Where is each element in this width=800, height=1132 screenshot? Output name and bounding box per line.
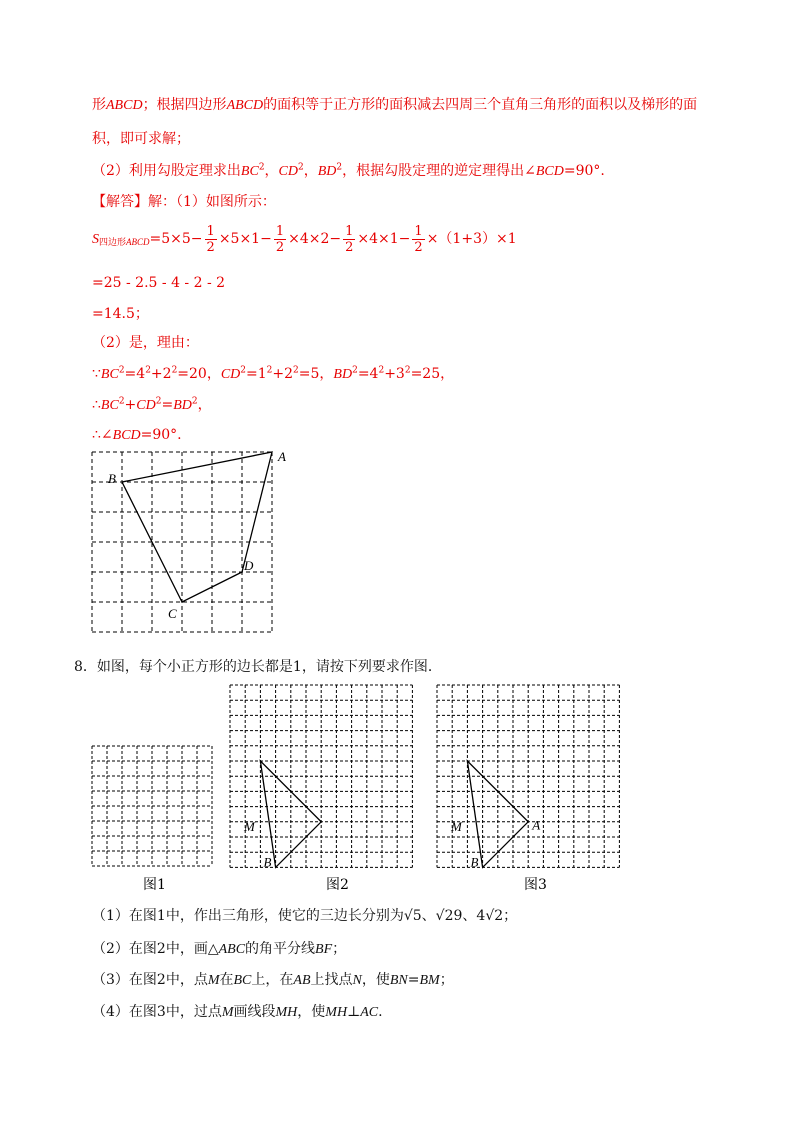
grid-lines [230,685,412,870]
figure-1 [92,746,214,868]
sum-line: $\therefore BC^2+CD^2=BD^2$， [92,396,212,413]
calc-line-2: =14.5； [92,306,149,322]
caption-figure-1: 图1 [143,877,166,893]
caption-figure-3: 图3 [524,877,547,893]
label-a: A [278,449,286,464]
solution-line-3: （2）利用勾股定理求出$BC^2$，$CD^2$，$BD^2$，根据勾股定理的逆定理得出∠BCD=90°. [92,162,605,179]
label-c: C [168,606,177,621]
caption-figure-2: 图2 [326,877,349,893]
label-b: B [108,471,116,486]
label-d: D [244,558,254,573]
pythagoras-line: $\because BC^2=4^2+2^2=20$，$CD^2=1^2+2^2=5$，$BD^2=4^2+3^2=25$， [92,365,455,382]
label-a: A [532,817,541,833]
question-8-part-4: （4）在图3中，过点M画线段MH，使MH⊥AC. [92,1004,383,1020]
solution-line-2: 积，即可求解； [92,131,190,147]
reason-line: （2）是，理由： [92,335,199,351]
fraction-one-half: $\frac{1}{2}$ [275,223,285,255]
solution-line-1: 形ABCD；根据四边形ABCD的面积等于正方形的面积减去四周三个直角三角形的面积以及梯形的面 [92,97,698,113]
answer-heading: 【解答】解：（1）如图所示： [92,194,276,210]
figure-2 [230,685,415,870]
calc-line-1: =25 - 2.5 - 4 - 2 - 2 [92,275,226,291]
question-8-stem: 8．如图，每个小正方形的边长都是1，请按下列要求作图． [74,659,442,675]
grid-lines [92,746,212,866]
conclusion-line: ∴∠BCD=90°. [92,427,182,443]
question-8-part-3: （3）在图2中，点M在BC上，在AB上找点N，使BN=BM； [92,972,454,988]
question-8-part-2: （2）在图2中，画△ABC的角平分线BF； [92,941,347,957]
question-8-part-1: （1）在图1中，作出三角形，使它的三边长分别为√5、√29、4√2； [92,908,518,924]
fraction-one-half: $\frac{1}{2}$ [345,223,354,255]
fraction-one-half: $\frac{1}{2}$ [414,223,423,255]
grid-lines [92,452,272,632]
quadrilateral-figure [92,449,292,638]
area-formula-render: S四边形ABCD=5×5− $\frac{1}{2}$ ×5×1− $\frac{1}{2}$ ×4×2− $\frac{1}{2}$ ×4×1− $\frac{1}{2}$ ×（1+3）×1 [92,223,517,255]
label-b: B [263,854,272,870]
quadrilateral-abcd [122,452,272,602]
label-b: B [470,854,479,870]
label-m: M [451,818,462,834]
fraction-one-half: $\frac{1}{2}$ [206,223,215,255]
grid-lines [437,685,619,870]
label-m: M [244,818,255,834]
figure-3 [437,685,622,870]
